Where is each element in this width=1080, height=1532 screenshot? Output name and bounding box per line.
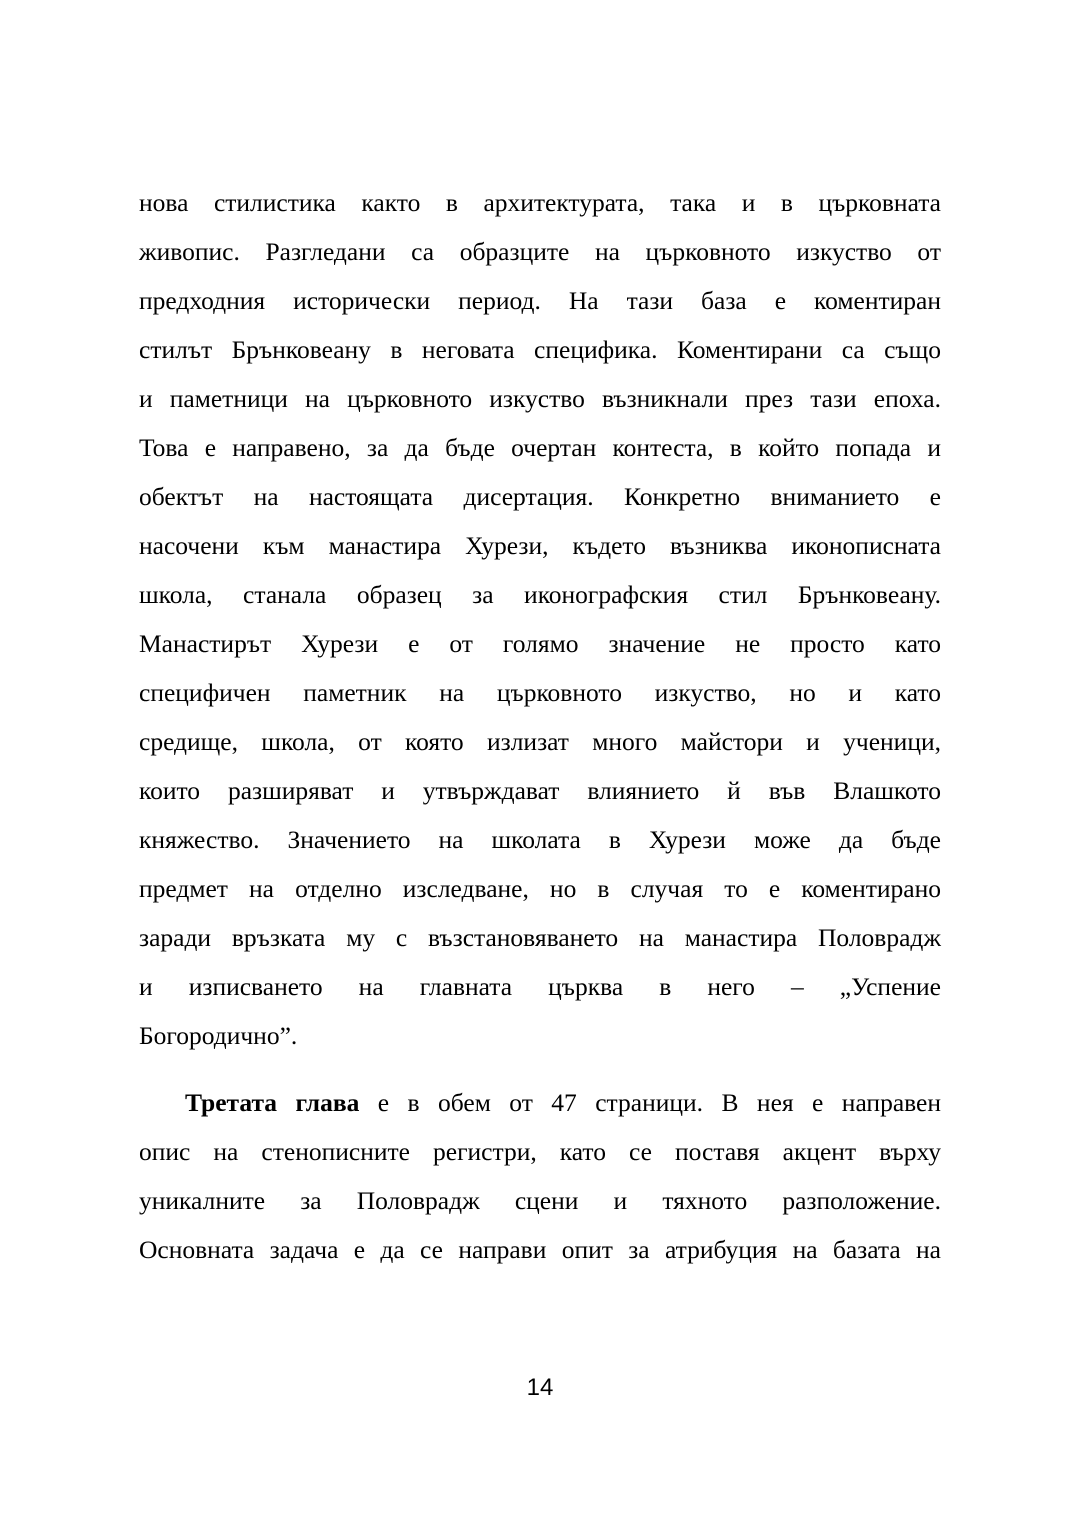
text-line: Богородично”. xyxy=(139,1021,298,1050)
text-line: уникалните за Половрадж сцени и тяхното разположение. xyxy=(139,1186,941,1215)
paragraph-chapter-three-summary xyxy=(139,1078,941,1274)
text-line: предмет на отделно изследване, но в случая то е коментирано xyxy=(139,874,941,903)
page-number: 14 xyxy=(526,1374,554,1401)
text-line: Това е направено, за да бъде очертан контеста, в който попада и xyxy=(139,433,941,462)
paragraph-chapter-two-summary xyxy=(139,178,941,1060)
text-line: и паметници на църковното изкуство възникнали през тази епоха. xyxy=(139,384,941,413)
text-line: живопис. Разгледани са образците на църковното изкуство от xyxy=(139,237,941,266)
text-line: които разширяват и утвърждават влиянието й във Влашкото xyxy=(139,776,941,805)
text-line: Основната задача е да се направи опит за атрибуция на базата на xyxy=(139,1235,941,1264)
text-line-first xyxy=(139,1078,941,1127)
text-line: насочени към манастира Хурези, където възниква иконописната xyxy=(139,531,941,560)
text-line: специфичен паметник на църковното изкуство, но и като xyxy=(139,678,941,707)
text-line: предходния исторически период. На тази база е коментиран xyxy=(139,286,941,315)
text-line: заради връзката му с възстановяването на манастира Половрадж xyxy=(139,923,941,952)
text-line: средище, школа, от която излизат много майстори и ученици, xyxy=(139,727,941,756)
text-line: опис на стенописните регистри, като се поставя акцент върху xyxy=(139,1137,941,1166)
text-line: школа, станала образец за иконографския стил Брънковеану. xyxy=(139,580,941,609)
text-line: стилът Брънковеану в неговата специфика. Коментирани са също xyxy=(139,335,941,364)
text-line: нова стилистика както в архитектурата, така и в църковната xyxy=(139,188,941,217)
text-line: и изписването на главната църква в него – „Успение xyxy=(139,972,941,1001)
text-line: обектът на настоящата дисертация. Конкретно вниманието е xyxy=(139,482,941,511)
text-line: Манастирът Хурези е от голямо значение не просто като xyxy=(139,629,941,658)
chapter-three-heading: Третата глава xyxy=(185,1088,360,1117)
text-line-rest: е в обем от 47 страници. В нея е направен xyxy=(359,1088,941,1117)
text-line: княжество. Значението на школата в Хурези може да бъде xyxy=(139,825,941,854)
